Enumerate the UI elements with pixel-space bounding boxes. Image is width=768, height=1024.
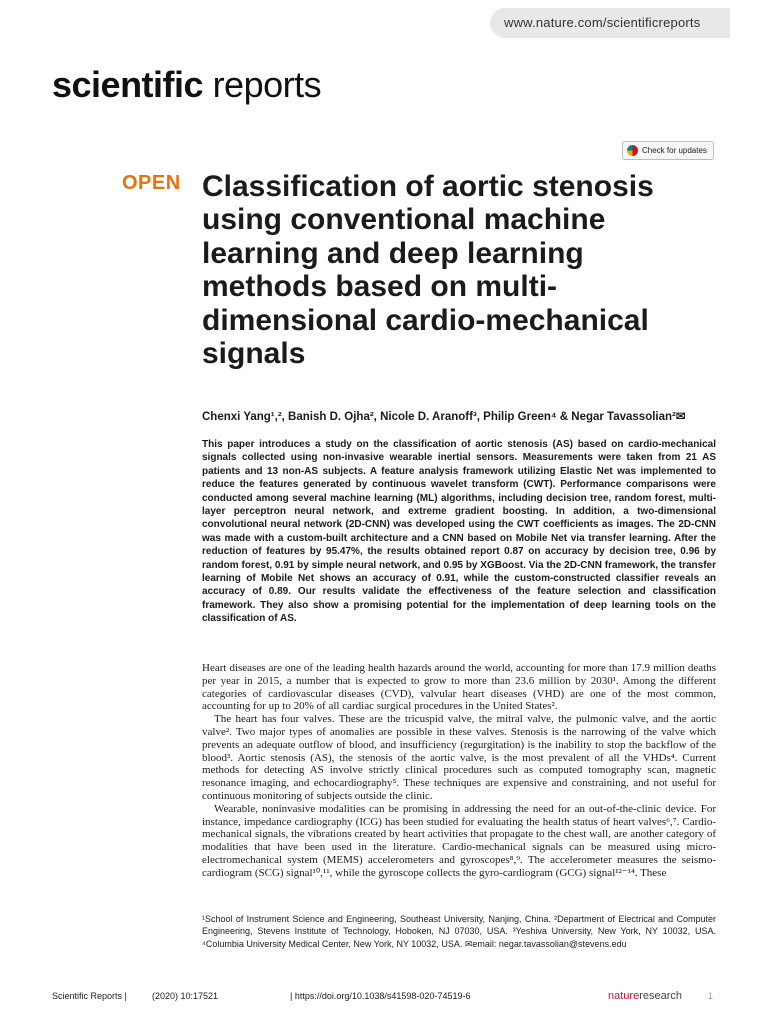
paragraph-2: The heart has four valves. These are the tricuspid valve, the mitral valve, the pulmonic valve, and the aortic valve². Two major types of anomalies are possible in these valves. Stenosis is the narrowing of the valve which prevents an adequate outflow of blood, and insufficiency (regurgitation) is the inability to stop the backflow of the blood³. Aortic stenosis (AS), the stenosis of the aortic valve, is the most prevalent of all the VHDs⁴. Current methods for detecting AS involve strictly clinical procedures such as computed tomography scan, magnetic resonance imaging, and echocardiography⁵. These techniques are expensive and constraining, and not useful for continuous monitoring of subjects outside the clinic. xyxy=(202,713,716,802)
open-access-label: OPEN xyxy=(122,172,181,194)
footer-issue: (2020) 10:17521 xyxy=(152,991,219,1001)
author-list: Chenxi Yang¹,², Banish D. Ojha², Nicole D. Aranoff³, Philip Green⁴ & Negar Tavassolian²✉ xyxy=(202,411,686,423)
crossmark-icon xyxy=(627,145,638,156)
publisher-brand: nature xyxy=(608,990,640,1002)
journal-logo xyxy=(52,64,321,106)
affiliations: ¹School of Instrument Science and Engineering, Southeast University, Nanjing, China. ²Department of Electrical and Computer Engineering, Stevens Institute of Technology, Hoboken, NJ 07030, USA. ³Yeshiva University, New York, NY 10032, USA. ⁴Columbia University Medical Center, New York, NY 10032, USA. ✉email: negar.tavassolian@stevens.edu xyxy=(202,914,716,949)
paragraph-3: Wearable, noninvasive modalities can be promising in addressing the need for an out-of-the-clinic device. For instance, impedance cardiography (ICG) has been studied for evaluating the health status of heart valves⁶,⁷. Cardio-mechanical signals, the vibrations created by heart activities that propagate to the chest wall, are another category of modalities that have been used in the literature. Cardio-mechanical signals can be measured using micro-electromechanical system (MEMS) accelerometers and gyroscopes⁸,⁹. The accelerometer measures the seismo-cardiogram (SCG) signal¹⁰,¹¹, while the gyroscope collects the gyro-cardiogram (GCG) signal¹²⁻¹⁴. These xyxy=(202,802,716,879)
journal-logo-bold: scientific xyxy=(52,64,204,105)
footer-journal: Scientific Reports | xyxy=(52,991,127,1001)
publisher-logo xyxy=(608,990,682,1002)
journal-logo-light: reports xyxy=(203,64,322,105)
page-number: 1 xyxy=(708,991,714,1001)
footer-doi-link[interactable]: | https://doi.org/10.1038/s41598-020-74519-6 xyxy=(290,991,471,1001)
journal-url[interactable]: www.nature.com/scientificreports xyxy=(490,8,730,38)
check-for-updates-button[interactable] xyxy=(622,141,714,160)
article-title: Classification of aortic stenosis using conventional machine learning and deep learning methods based on multi-dimensional cardio-mechanical signals xyxy=(202,170,654,371)
paragraph-1: Heart diseases are one of the leading health hazards around the world, accounting for more than 17.9 million deaths per year in 2015, a number that is expected to grow to more than 23.6 million by 2030¹. Among the different categories of cardiovascular diseases (CVD), valvular heart diseases (VHD) are one of the most common, accounting for up to 20% of all cardiac surgical procedures in the United States². xyxy=(202,662,716,713)
check-for-updates-label: Check for updates xyxy=(642,146,707,155)
main-text xyxy=(202,662,716,880)
page-footer xyxy=(52,990,716,1004)
abstract: This paper introduces a study on the classification of aortic stenosis (AS) based on cardio-mechanical signals collected using non-invasive wearable inertial sensors. Measurements were taken from 21 AS patients and 13 non-AS subjects. A feature analysis framework utilizing Elastic Net was implemented to reduce the features generated by continuous wavelet transform (CWT). Performance comparisons were conducted among several machine learning (ML) algorithms, including decision tree, random forest, multi-layer perceptron neural network, and extreme gradient boosting. In addition, a two-dimensional convolutional neural network (2D-CNN) was developed using the CWT coefficients as images. The 2D-CNN was made with a custom-built architecture and a CNN based on Mobile Net via transfer learning. After the reduction of features by 95.47%, the results obtained report 0.87 on accuracy by decision tree, 0.96 by random forest, 0.91 by simple neural network, and 0.95 by XGBoost. Via the 2D-CNN framework, the transfer learning of Mobile Net shows an accuracy of 0.91, while the custom-constructed classifier reveals an accuracy of 0.89. Our results validate the effectiveness of the feature selection and classification framework. They also show a promising potential for the implementation of deep learning tools on the classification of AS. xyxy=(202,439,716,625)
publisher-suffix: research xyxy=(639,990,682,1002)
